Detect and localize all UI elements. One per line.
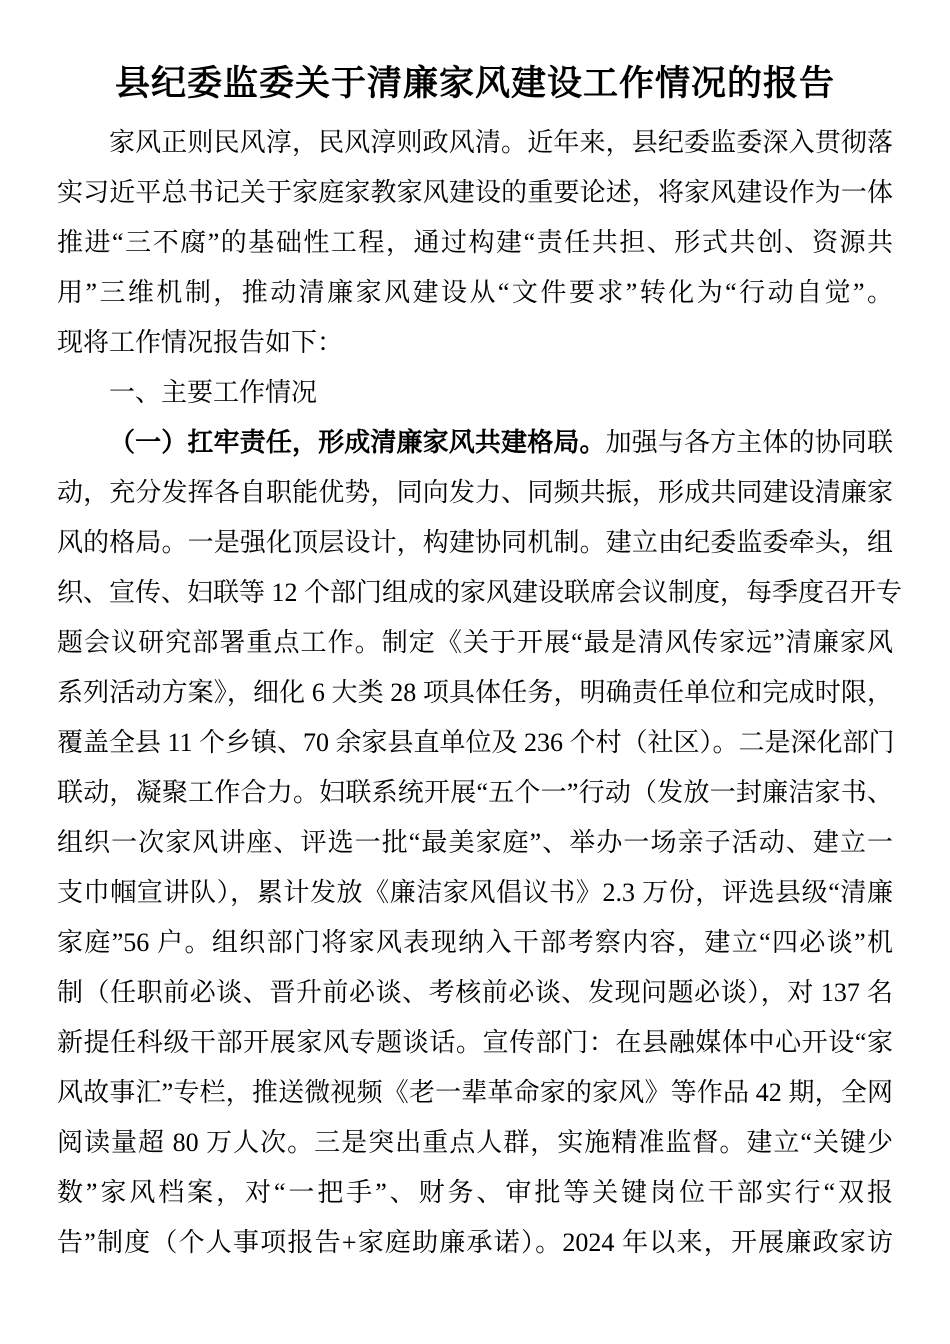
text-run: 加强与各方主体的协同联 [605,428,893,457]
text-line: 实习近平总书记关于家庭家教家风建设的重要论述，将家风建设作为一体 [57,178,893,207]
text-line: 新提任科级干部开展家风专题谈话。宣传部门：在县融媒体中心开设“家 [57,1028,893,1057]
text-line: 织、宣传、妇联等 12 个部门组成的家风建设联席会议制度，每季度召开专 [57,578,903,607]
text-line: 覆盖全县 11 个乡镇、70 余家县直单位及 236 个村（社区）。二是深化部门 [57,728,895,757]
text-line: 制（任职前必谈、晋升前必谈、考核前必谈、发现问题必谈），对 137 名 [57,978,893,1007]
text-line: 家庭”56 户。组织部门将家风表现纳入干部考察内容，建立“四必谈”机 [57,928,893,957]
text-line: 风故事汇”专栏，推送微视频《老一辈革命家的家风》等作品 42 期，全网 [57,1078,893,1107]
paragraph-intro [57,118,893,368]
text-line: 联动，凝聚工作合力。妇联系统开展“五个一”行动（发放一封廉洁家书、 [57,778,893,807]
text-line: 题会议研究部署重点工作。制定《关于开展“最是清风传家远”清廉家风 [57,628,893,657]
text-line [57,418,893,468]
text-line: 阅读量超 80 万人次。三是突出重点人群，实施精准监督。建立“关键少 [57,1128,893,1157]
text-line: 告”制度（个人事项报告+家庭助廉承诺）。2024 年以来，开展廉政家访 [57,1228,893,1257]
text-line: 动，充分发挥各自职能优势，同向发力、同频共振，形成共同建设清廉家 [57,478,893,507]
text-line: 支巾帼宣讲队），累计发放《廉洁家风倡议书》2.3 万份，评选县级“清廉 [57,878,893,907]
paragraph-section-one [57,418,903,1268]
document-title: 县纪委监委关于清廉家风建设工作情况的报告 [114,64,835,103]
text-line: 用”三维机制，推动清廉家风建设从“文件要求”转化为“行动自觉”。 [57,278,893,307]
text-line: 组织一次家风讲座、评选一批“最美家庭”、举办一场亲子活动、建立一 [57,828,893,857]
text-line: 数”家风档案，对“一把手”、财务、审批等关键岗位干部实行“双报 [57,1178,893,1207]
section-heading: 一、主要工作情况 [109,378,318,407]
text-line: 现将工作情况报告如下： [57,328,344,357]
text-line: 系列活动方案》，细化 6 大类 28 项具体任务，明确责任单位和完成时限， [57,678,893,707]
text-line: 风的格局。一是强化顶层设计，构建协同机制。建立由纪委监委牵头，组 [57,528,893,557]
document-body [0,118,950,1268]
subheading-bold-run: （一）扛牢责任，形成清廉家风共建格局。 [109,428,606,457]
text-line: 推进“三不腐”的基础性工程，通过构建“责任共担、形式共创、资源共 [57,228,893,257]
text-line: 家风正则民风淳，民风淳则政风清。近年来，县纪委监委深入贯彻落 [109,128,893,157]
